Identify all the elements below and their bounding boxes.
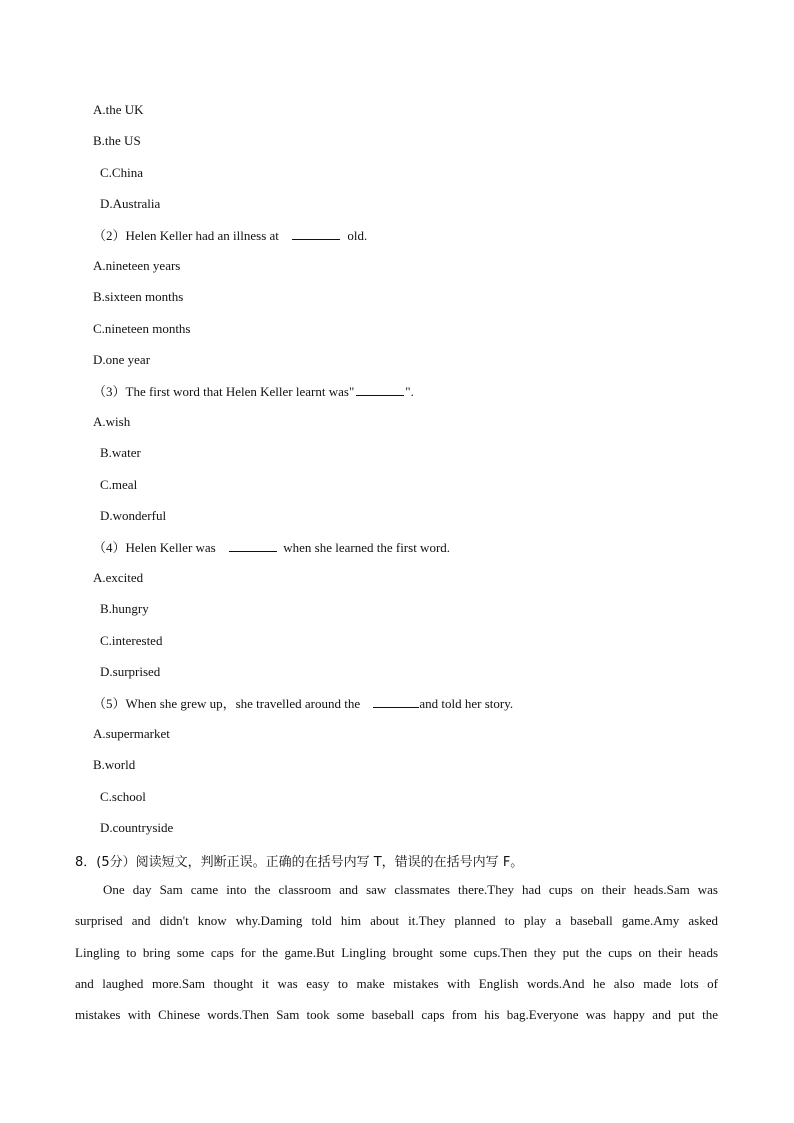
option-b: B.world [93,757,136,772]
option-b: B.the US [93,133,141,148]
option-d: D.surprised [100,664,161,679]
option-a: A.the UK [93,102,144,117]
option-b: B.sixteen months [93,289,184,304]
question-stem-3 [93,383,414,400]
option-a: A.supermarket [93,726,170,741]
answer-blank [229,539,277,552]
stem-text: （5）When she grew up，she travelled around the [93,696,361,711]
option-c: C.interested [100,633,163,648]
option-c: C.China [100,165,143,180]
question-heading-8: 8．(5分）阅读短文，判断正误。正确的在括号内写 T，错误的在括号内写 F。 [75,855,524,870]
question-stem-5 [93,695,513,712]
passage-line: surprised and didn't know why.Daming told him about it.They planned to play a baseball game.Amy asked [75,913,718,928]
stem-text: （4）Helen Keller was [93,540,216,555]
passage-line: mistakes with Chinese words.Then Sam took some baseball caps from his bag.Everyone was happy and put the [75,1007,718,1022]
stem-text: （2）Helen Keller had an illness at [93,228,279,243]
stem-text: old. [347,228,368,243]
passage-line: and laughed more.Sam thought it was easy to make mistakes with English words.And he also made lots of [75,976,718,991]
option-c: C.meal [100,477,138,492]
passage-line: Lingling to bring some caps for the game.But Lingling brought some cups.Then they put the cups on their heads [75,945,718,960]
stem-text: ". [405,384,414,399]
stem-text: and told her story. [419,696,514,711]
passage-line: One day Sam came into the classroom and saw classmates there.They had cups on their heads.Sam was [103,882,718,897]
option-d: D.one year [93,352,151,367]
answer-blank [292,227,340,240]
option-a: A.wish [93,414,131,429]
stem-text: when she learned the first word. [283,540,451,555]
option-d: D.Australia [100,196,161,211]
stem-text: （3）The first word that Helen Keller learnt was" [93,384,355,399]
question-stem-2 [93,227,367,244]
answer-blank [373,695,419,708]
answer-blank [356,383,404,396]
question-stem-4 [93,539,450,556]
option-d: D.wonderful [100,508,167,523]
option-d: D.countryside [100,820,174,835]
option-b: B.hungry [100,601,149,616]
option-c: C.school [100,789,146,804]
option-b: B.water [100,445,141,460]
option-c: C.nineteen months [93,321,191,336]
option-a: A.excited [93,570,144,585]
option-a: A.nineteen years [93,258,181,273]
